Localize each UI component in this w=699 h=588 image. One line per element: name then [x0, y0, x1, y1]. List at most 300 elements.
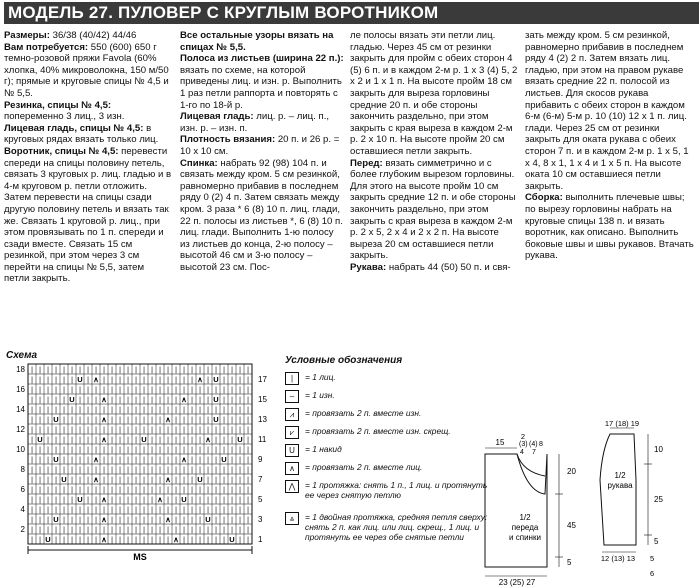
knit-stitch-icon: | — [159, 487, 161, 494]
neck-depth-1: (4) — [529, 441, 538, 448]
knit-stitch-icon: | — [151, 517, 153, 524]
knit-stitch-icon: | — [191, 537, 193, 544]
knit-stitch-icon: | — [167, 407, 169, 414]
knit-stitch-icon: | — [207, 387, 209, 394]
knit-stitch-icon: | — [159, 397, 161, 404]
k2tog-icon: ∧ — [285, 462, 299, 475]
knit-stitch-icon: | — [239, 377, 241, 384]
knit-stitch-icon: | — [143, 467, 145, 474]
sleeve-label-1: 1/2 — [614, 471, 626, 480]
knit-stitch-icon: | — [71, 407, 73, 414]
knit-stitch-icon: | — [95, 527, 97, 534]
knit-stitch-icon: | — [71, 497, 73, 504]
knit-stitch-icon: | — [247, 437, 249, 444]
knit-stitch-icon: | — [191, 497, 193, 504]
knit-stitch-icon: | — [175, 467, 177, 474]
k2tog-icon: ∧ — [101, 495, 107, 504]
knit-stitch-icon: | — [119, 447, 121, 454]
knit-stitch-icon: | — [159, 377, 161, 384]
knit-stitch-icon: | — [167, 397, 169, 404]
k2tog-icon: ∧ — [157, 495, 163, 504]
knit-stitch-icon: | — [143, 517, 145, 524]
k2tog-icon: ∧ — [93, 475, 99, 484]
knit-stitch-icon: | — [135, 537, 137, 544]
knit-stitch-icon: | — [207, 537, 209, 544]
paragraph-front: Перед: вязать симметрично и с более глубоким вырезом горловины. Для этого на высоте пройм 10 см закрыть средние 12 п. и обе стороны закончить раздельно, при этом закрыть с края выреза в каждом 2-м р. 2 х 5, 2 х 4 и 2 х 2 п. На высоте выреза 20 см оставшиеся петли закрыть. — [350, 157, 516, 262]
knit-stitch-icon: | — [111, 367, 113, 374]
knit-stitch-icon: | — [95, 507, 97, 514]
knit-stitch-icon: | — [151, 457, 153, 464]
knit-stitch-icon: | — [223, 377, 225, 384]
knit-stitch-icon: | — [71, 477, 73, 484]
knit-stitch-icon: | — [247, 377, 249, 384]
knit-stitch-icon: | — [71, 427, 73, 434]
knit-stitch-icon: | — [31, 387, 33, 394]
knit-stitch-icon: | — [167, 507, 169, 514]
knit-stitch-icon: | — [191, 367, 193, 374]
k2tog-icon: ∧ — [93, 375, 99, 384]
knit-stitch-icon: | — [223, 447, 225, 454]
knit-stitch-icon: | — [63, 437, 65, 444]
knit-stitch-icon: | — [183, 447, 185, 454]
body-height: 45 — [567, 521, 576, 530]
knit-stitch-icon: | — [231, 367, 233, 374]
k2tog-icon: ∧ — [101, 415, 107, 424]
knit-stitch-icon: | — [191, 477, 193, 484]
knit-stitch-icon: | — [31, 397, 33, 404]
knit-stitch-icon: | — [55, 427, 57, 434]
knit-stitch-icon: | — [175, 507, 177, 514]
knit-stitch-icon: | — [79, 527, 81, 534]
sleeve-cap-height: 10 — [654, 445, 663, 454]
knit-stitch-icon: | — [231, 467, 233, 474]
legend-item: ⩗ = провязать 2 п. вместе изн. скрещ. — [285, 426, 495, 439]
paragraph-assembly: Сборка: выполнить плечевые швы; по вырезу горловины набрать на круговые спицы 138 п. и вязать воротник, как описано. Выполнить боковые швы и швы рукавов. Втачать рукава. — [525, 192, 694, 262]
knit-stitch-icon: | — [231, 387, 233, 394]
knit-stitch-icon: | — [207, 397, 209, 404]
knit-stitch-icon: | — [95, 397, 97, 404]
knit-stitch-icon: | — [247, 367, 249, 374]
knit-stitch-icon: | — [207, 497, 209, 504]
knit-stitch-icon: | — [71, 437, 73, 444]
knit-stitch-icon: | — [39, 367, 41, 374]
k2tog-icon: ∧ — [205, 435, 211, 444]
legend-title: Условные обозначения — [285, 355, 403, 366]
knit-stitch-icon: | — [167, 377, 169, 384]
knit-stitch-icon: | — [239, 427, 241, 434]
knit-stitch-icon: | — [63, 397, 65, 404]
knit-stitch-icon: | — [135, 387, 137, 394]
knit-stitch-icon: | — [207, 367, 209, 374]
row-number-left: 16 — [16, 385, 25, 394]
knit-stitch-icon: | — [111, 487, 113, 494]
knit-stitch-icon: | — [207, 447, 209, 454]
knit-stitch-icon: | — [47, 397, 49, 404]
knit-stitch-icon: | — [47, 367, 49, 374]
knit-stitch-icon: | — [111, 377, 113, 384]
paragraph-back-cont: ле полосы вязать эти петли лиц. гладью. Через 45 см от резинки закрыть для пройм с обеих сторон 4 (5) 6 п. и в каждом 2-м р. 1 х 3 (4) 5, 2 х 2 и 1 х 1 п. На высоте пройм 18 см закрыть для выреза горловины средние 20 п. и обе стороны закончить раздельно, при этом закрыть с края выреза в каждом 2-м р. 2 х 10 п. На высоте пройм 20 см оставшиеся петли закрыть. — [350, 30, 518, 157]
knit-stitch-icon: | — [183, 417, 185, 424]
knit-stitch-icon: | — [71, 367, 73, 374]
knit-stitch-icon: | — [143, 537, 145, 544]
knit-stitch-icon: | — [119, 457, 121, 464]
knit-stitch-icon: | — [143, 497, 145, 504]
knit-stitch-icon: | — [167, 537, 169, 544]
knit-stitch-icon: | — [223, 437, 225, 444]
knit-stitch-icon: | — [151, 447, 153, 454]
knit-stitch-icon: | — [159, 367, 161, 374]
row-number-right: 3 — [258, 515, 263, 524]
knit-stitch-icon: | — [119, 377, 121, 384]
row-number-left: 10 — [16, 445, 25, 454]
paragraph-leaf-band: Полоса из листьев (ширина 22 п.): вязать по схеме, на которой приведены лиц. и изн. р. Выполнить 1 раз петли раппорта и повторять с 1-го по 18-й р. — [180, 53, 344, 111]
knit-stitch-icon: | — [135, 457, 137, 464]
knit-stitch-icon: | — [223, 497, 225, 504]
paragraph-stockinette: Лицевая гладь, спицы № 4,5: в круговых рядах вязать только лиц. — [4, 122, 159, 146]
knit-stitch-icon: | — [87, 377, 89, 384]
knit-stitch-icon: | — [135, 507, 137, 514]
knit-stitch-icon: | — [247, 457, 249, 464]
knit-stitch-icon: | — [167, 487, 169, 494]
knit-stitch-icon: | — [127, 497, 129, 504]
knit-stitch-icon: | — [175, 517, 177, 524]
knit-stitch-icon: | — [151, 487, 153, 494]
knit-stitch-icon: | — [31, 437, 33, 444]
knit-stitch-icon: | — [111, 447, 113, 454]
knit-stitch-icon: | — [31, 517, 33, 524]
knit-stitch-icon: | — [47, 497, 49, 504]
row-number-right: 15 — [258, 395, 267, 404]
knit-stitch-icon: | — [215, 387, 217, 394]
back-front-schematic — [455, 432, 585, 588]
knit-stitch-icon: | — [223, 487, 225, 494]
knit-stitch-icon: | — [175, 397, 177, 404]
knit-stitch-icon: | — [111, 407, 113, 414]
knit-stitch-icon: | — [175, 437, 177, 444]
knit-stitch-icon: | — [127, 407, 129, 414]
knit-stitch-icon: | — [71, 487, 73, 494]
row-number-left: 14 — [16, 405, 25, 414]
knit-stitch-icon: | — [79, 417, 81, 424]
knit-stitch-icon: | — [111, 467, 113, 474]
knit-stitch-icon: | — [223, 387, 225, 394]
knit-stitch-icon: | — [183, 437, 185, 444]
knit-stitch-icon: | — [223, 477, 225, 484]
knit-stitch-icon: | — [207, 477, 209, 484]
knit-stitch-icon: | — [215, 427, 217, 434]
yarn-over-icon: U — [69, 395, 75, 404]
knit-stitch-icon: | — [167, 437, 169, 444]
knit-stitch-icon: | — [183, 467, 185, 474]
knit-stitch-icon: | — [127, 387, 129, 394]
knit-stitch-icon: | — [183, 537, 185, 544]
knit-stitch-icon: | — [135, 417, 137, 424]
knit-stitch-icon: | — [135, 407, 137, 414]
knit-stitch-icon: | — [151, 397, 153, 404]
knit-stitch-icon: | — [79, 457, 81, 464]
knit-stitch-icon: | — [63, 467, 65, 474]
armhole-height: 20 — [567, 467, 576, 476]
yarn-over-icon: U — [141, 435, 147, 444]
knit-stitch-icon: | — [135, 497, 137, 504]
knit-stitch-icon: | — [223, 397, 225, 404]
knit-stitch-icon: | — [183, 377, 185, 384]
knit-stitch-icon: | — [159, 507, 161, 514]
knit-stitch-icon: | — [87, 387, 89, 394]
knit-stitch-icon: | — [247, 467, 249, 474]
row-number-right: 11 — [258, 435, 267, 444]
knit-stitch-icon: | — [135, 377, 137, 384]
yarn-over-icon: U — [77, 495, 83, 504]
knit-stitch-icon: | — [191, 507, 193, 514]
knit-stitch-icon: | — [63, 367, 65, 374]
knit-stitch-icon: | — [207, 467, 209, 474]
knit-stitch-icon: | — [87, 457, 89, 464]
knit-stitch-icon: | — [39, 507, 41, 514]
knit-stitch-icon: | — [223, 537, 225, 544]
knit-stitch-icon: | — [47, 457, 49, 464]
knit-stitch-icon: | — [127, 517, 129, 524]
row-number-right: 5 — [258, 495, 263, 504]
legend-item: ⩓ = 1 двойная протяжка, средняя петля сверху: снять 2 п. как лиц. или лиц. скрещ., 1 лиц. и протянуть ее через обе снятые петли — [285, 512, 495, 542]
k2tog-icon: ∧ — [181, 395, 187, 404]
yarn-over-icon: U — [181, 495, 187, 504]
knit-stitch-icon: | — [39, 497, 41, 504]
knit-stitch-icon: | — [119, 397, 121, 404]
yarn-over-icon: U — [53, 515, 59, 524]
knit-stitch-icon: | — [143, 367, 145, 374]
knit-stitch-icon: | — [231, 477, 233, 484]
knit-stitch-icon: | — [175, 427, 177, 434]
knit-stitch-icon: | — [247, 407, 249, 414]
knit-stitch-icon: | — [79, 517, 81, 524]
knit-stitch-icon: | — [119, 537, 121, 544]
knit-stitch-icon: | — [199, 497, 201, 504]
row-number-right: 9 — [258, 455, 263, 464]
knit-stitch-icon: | — [47, 517, 49, 524]
knit-stitch-icon: | — [95, 467, 97, 474]
knit-stitch-icon: | — [135, 527, 137, 534]
knit-stitch-icon: | — [71, 507, 73, 514]
knit-stitch-icon: | — [167, 387, 169, 394]
knit-stitch-icon: | — [87, 487, 89, 494]
knit-stitch-icon: | — [127, 427, 129, 434]
knit-stitch-icon: | — [215, 537, 217, 544]
knit-stitch-icon: | — [55, 397, 57, 404]
knit-stitch-icon: | — [231, 397, 233, 404]
knit-stitch-icon: | — [159, 417, 161, 424]
knit-stitch-icon: | — [87, 407, 89, 414]
knit-stitch-icon: | — [87, 467, 89, 474]
body-width: 23 (25) 27 — [498, 578, 536, 587]
knit-stitch-icon: | — [247, 487, 249, 494]
knit-stitch-icon: | — [135, 487, 137, 494]
knit-stitch-icon: | — [87, 507, 89, 514]
knit-stitch-icon: | — [175, 497, 177, 504]
knit-stitch-icon: | — [119, 367, 121, 374]
row-number-right: 7 — [258, 475, 263, 484]
knit-stitch-icon: | — [191, 407, 193, 414]
k2tog-icon: ∧ — [101, 435, 107, 444]
k2tog-icon: ∧ — [165, 515, 171, 524]
knit-stitch-icon: | — [143, 477, 145, 484]
knit-stitch-icon: | — [151, 477, 153, 484]
knit-stitch-icon: | — [111, 527, 113, 534]
knit-stitch-icon: | — [127, 507, 129, 514]
back-front-label-2: переда — [511, 523, 539, 532]
knit-stitch-icon: | — [239, 507, 241, 514]
knit-stitch-icon: | — [119, 477, 121, 484]
knit-stitch-icon: | — [63, 537, 65, 544]
knit-stitch-icon: | — [207, 457, 209, 464]
knit-stitch-icon: | — [159, 517, 161, 524]
knit-stitch-icon: | — [103, 367, 105, 374]
knit-stitch-icon: | — [111, 507, 113, 514]
knit-stitch-icon: | — [95, 537, 97, 544]
yarn-over-icon: U — [213, 415, 219, 424]
paragraph-gauge: Плотность вязания: 20 п. и 26 р. = 10 х 10 см. — [180, 134, 340, 157]
knit-stitch-icon: | — [119, 437, 121, 444]
knit-stitch-icon: | — [95, 447, 97, 454]
knit-stitch-icon: | — [103, 477, 105, 484]
sleeve-schematic — [590, 420, 699, 588]
knit-stitch-icon: | — [127, 447, 129, 454]
knit-stitch-icon: | — [111, 417, 113, 424]
knit-stitch-icon: | — [143, 407, 145, 414]
knit-stitch-icon: | — [207, 417, 209, 424]
knit-stitch-icon: | — [119, 487, 121, 494]
knit-stitch-icon: | — [39, 537, 41, 544]
knit-stitch-icon: | — [47, 437, 49, 444]
knit-stitch-icon: | — [231, 447, 233, 454]
knit-stitch-icon: | — [159, 387, 161, 394]
knit-stitch-icon: | — [31, 527, 33, 534]
back-front-label-1: 1/2 — [519, 513, 531, 522]
knit-stitch-icon: | — [239, 467, 241, 474]
knit-stitch-icon: | — [223, 427, 225, 434]
knit-stitch-icon: | — [143, 527, 145, 534]
yarn-over-icon: U — [53, 455, 59, 464]
knit-stitch-icon: | — [231, 507, 233, 514]
knit-stitch-icon: | — [127, 537, 129, 544]
knit-stitch-icon: | — [79, 397, 81, 404]
knit-stitch-icon: | — [239, 497, 241, 504]
knit-stitch-icon: | — [183, 507, 185, 514]
knit-stitch-icon: | — [239, 477, 241, 484]
knit-stitch-icon: | — [87, 397, 89, 404]
knit-stitch-icon: | — [223, 517, 225, 524]
knit-stitch-icon: | — [231, 527, 233, 534]
knit-stitch-icon: | — [143, 377, 145, 384]
column-4 — [525, 30, 695, 262]
knit-stitch-icon: | — [119, 427, 121, 434]
knit-stitch-icon: | — [199, 457, 201, 464]
knit-stitch-icon: | — [223, 367, 225, 374]
yarn-over-icon: U — [237, 435, 243, 444]
purl-stitch-icon: – — [285, 390, 299, 403]
knit-stitch-icon: | — [87, 537, 89, 544]
knit-stitch-icon: | — [183, 527, 185, 534]
knit-stitch-icon: | — [159, 407, 161, 414]
paragraph-sleeves-cont: зать между кром. 5 см резинкой, равномерно прибавив в последнем ряду 4 (2) 2 п. Затем вязать лиц. гладью, при этом на правом рукаве вязать средние 22 п. полосой из листьев. Для скосов рукава прибавить с обеих сторон в каждом 6-м (6-м) 5-м р. 10 (10) 12 х 1 п. лиц. глади. Через 25 см от резинки закрыть для оката рукава с обеих сторон 7 п. и в каждом 2-м р. 1 х 5, 1 х 4, 8 х 1, 1 х 4 и 1 х 5 п. На высоте оката 10 см оставшиеся петли закрыть. — [525, 30, 689, 192]
knit-stitch-icon: | — [151, 367, 153, 374]
knit-stitch-icon: | — [231, 497, 233, 504]
knit-stitch-icon: | — [247, 417, 249, 424]
row-number-right: 1 — [258, 535, 263, 544]
knit-stitch-icon: | — [247, 507, 249, 514]
knit-stitch-icon: | — [119, 527, 121, 534]
knit-stitch-icon: | — [55, 447, 57, 454]
k2tog-icon: ∧ — [101, 395, 107, 404]
knit-stitch-icon: | — [103, 377, 105, 384]
knit-stitch-icon: | — [239, 527, 241, 534]
knit-stitch-icon: | — [47, 407, 49, 414]
knit-stitch-icon: | — [127, 457, 129, 464]
schema-title: Схема — [6, 350, 38, 361]
knit-stitch-icon: | — [207, 427, 209, 434]
knit-stitch-icon: | — [231, 487, 233, 494]
yarn-over-icon: U — [45, 535, 51, 544]
knit-stitch-icon: | — [159, 437, 161, 444]
knit-stitch-icon: | — [119, 517, 121, 524]
yarn-over-icon: U — [53, 415, 59, 424]
knit-stitch-icon: | — [183, 407, 185, 414]
k2tog-icon: ∧ — [93, 455, 99, 464]
knit-stitch-icon: | — [55, 487, 57, 494]
knit-stitch-icon: | — [31, 497, 33, 504]
knit-stitch-icon: | — [223, 407, 225, 414]
knit-stitch-icon: | — [47, 417, 49, 424]
paragraph-back: Спинка: набрать 92 (98) 104 п. и связать между кром. 5 см резинкой, равномерно прибавив в последнем ряду 0 (2) 4 п. Затем связать между кром. 3 раза * 6 (8) 10 п. лиц. глади, 22 п. полосы из листьев *, 6 (8) 10 п. лиц. глади. Выполнить 1-ю полосу из листьев до конца, 2-ю полосу – высотой 46 см и 3-ю полосу – высотой 23 см. Пос- — [180, 157, 343, 273]
knit-stitch-icon: | — [151, 537, 153, 544]
knit-stitch-icon: | — [183, 427, 185, 434]
knit-stitch-icon: | — [151, 467, 153, 474]
knit-stitch-icon: | — [247, 397, 249, 404]
row-number-right: 17 — [258, 375, 267, 384]
knit-stitch-icon: | — [31, 457, 33, 464]
rapport-bracket — [28, 546, 252, 562]
knit-stitch-icon: | — [175, 417, 177, 424]
knit-stitch-icon: | — [215, 447, 217, 454]
knit-stitch-icon: | — [39, 467, 41, 474]
knit-stitch-icon: | — [175, 367, 177, 374]
knit-stitch-icon: | — [247, 387, 249, 394]
knit-stitch-icon: | — [79, 537, 81, 544]
knit-stitch-icon: | — [87, 517, 89, 524]
knit-stitch-icon: | — [239, 447, 241, 454]
knit-stitch-icon: | — [199, 367, 201, 374]
knit-stitch-icon: | — [95, 387, 97, 394]
row-number-left: 8 — [20, 465, 25, 474]
knit-stitch-icon: | — [215, 517, 217, 524]
knit-stitch-icon: | — [135, 447, 137, 454]
legend-item: – = 1 изн. — [285, 390, 495, 403]
k2tog-icon: ∧ — [173, 535, 179, 544]
knit-stitch-icon: | — [135, 517, 137, 524]
knit-stitch-icon: | — [151, 377, 153, 384]
paragraph-sizes: Размеры: 36/38 (40/42) 44/46 — [4, 30, 137, 41]
knit-stitch-icon: | — [127, 477, 129, 484]
knit-stitch-icon: | — [55, 527, 57, 534]
knit-stitch-icon: | — [215, 507, 217, 514]
knit-stitch-icon: | — [175, 457, 177, 464]
knit-stitch-icon: | — [31, 407, 33, 414]
knit-stitch-icon: | — [167, 447, 169, 454]
knit-stitch-icon: | — [95, 517, 97, 524]
knit-stitch-icon: | — [31, 537, 33, 544]
paragraph-other-patterns: Все остальные узоры вязать на спицах № 5,5. — [180, 30, 334, 53]
knit-stitch-icon: | — [95, 497, 97, 504]
